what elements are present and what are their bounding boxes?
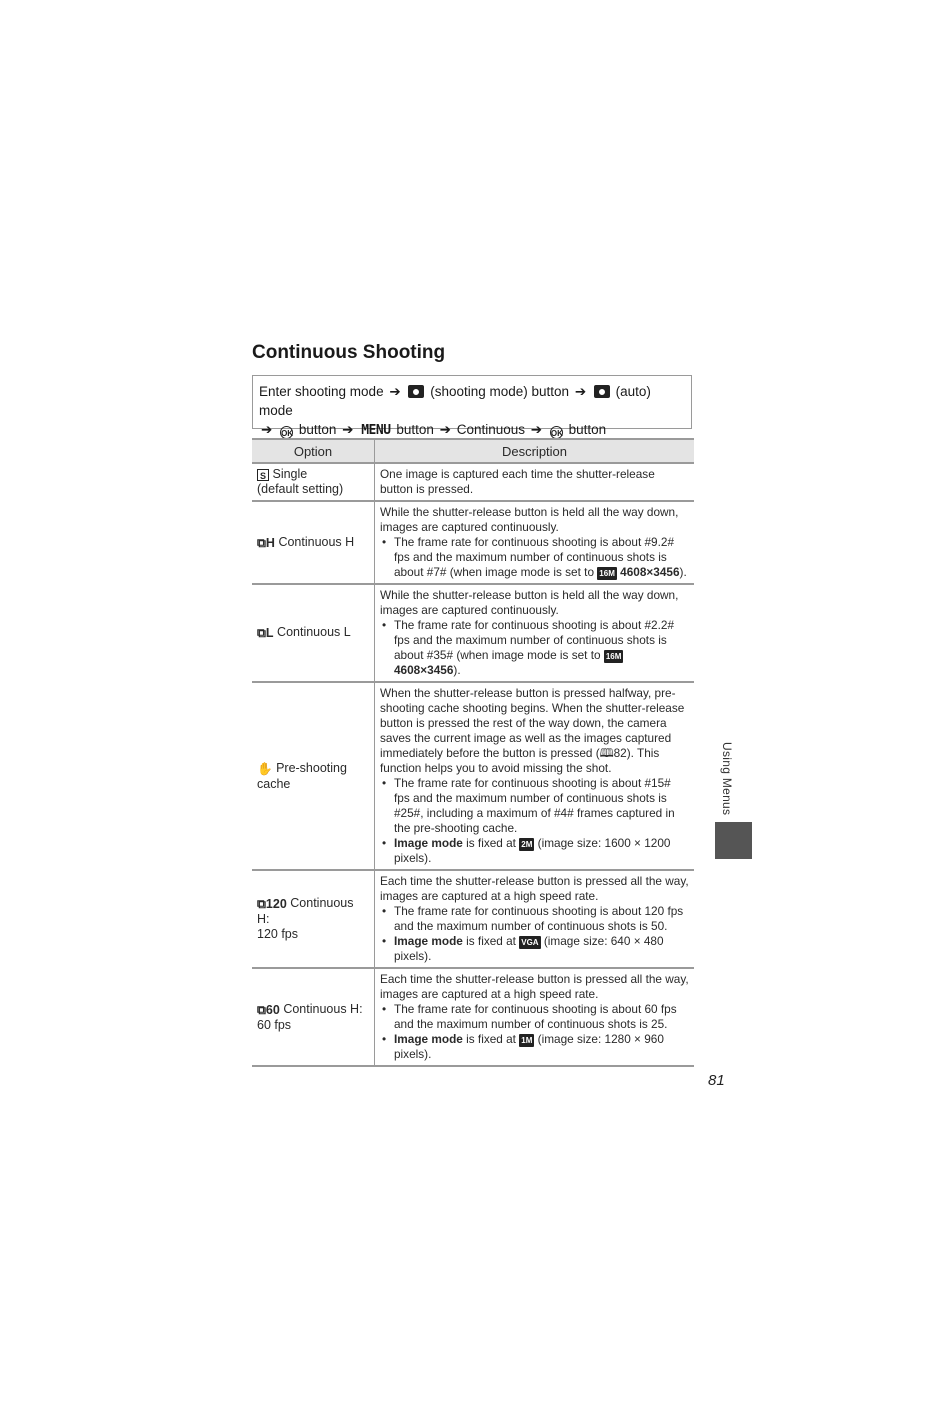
image-mode-1m-icon: 1M	[521, 1036, 533, 1045]
option-label: Continuous H	[278, 534, 355, 549]
list-item	[394, 1032, 689, 1062]
section-side-label: Using Menus	[720, 742, 734, 816]
image-mode-16m-icon: 16M	[605, 652, 622, 661]
section-tab-marker	[715, 822, 752, 859]
nav-text-6: Continuous	[456, 422, 526, 437]
option-label: Continuous L	[277, 625, 351, 639]
bullet-text-end: (image size: 1600 × 1200 pixels).	[394, 836, 671, 865]
menu-path-line-2	[259, 420, 685, 440]
bullet-text: is fixed at	[466, 836, 516, 850]
continuous-l-icon: ⧉L	[257, 626, 274, 640]
nav-text-3: (auto) mode	[259, 384, 651, 418]
arrow-right-icon: ➔	[530, 422, 543, 437]
menu-button-icon: MENU	[361, 423, 391, 438]
table-row	[252, 968, 694, 1066]
arrow-right-icon: ➔	[261, 422, 273, 437]
page-title: Continuous Shooting	[252, 342, 446, 363]
image-size-value: 4608×3456	[394, 663, 454, 677]
description-cell	[375, 584, 695, 682]
list-item	[394, 836, 689, 866]
option-label: Continuous H:	[283, 1001, 363, 1016]
bullet-text: The frame rate for continuous shooting is about #2.2# fps and the maximum number of continuous shots is about #35# (when image mode is set to	[394, 618, 675, 662]
bullet-list	[380, 618, 689, 678]
description-text: Each time the shutter-release button is pressed all the way, images are captured at a high speed rate.	[380, 874, 689, 903]
nav-text-5: button	[396, 422, 434, 437]
continuous-h-60-icon: ⧉60	[257, 1002, 280, 1017]
arrow-right-icon: ➔	[342, 422, 354, 437]
bullet-list	[380, 535, 689, 580]
bullet-list	[380, 776, 689, 866]
image-size-value: 4608×3456	[620, 565, 680, 579]
option-label-sub: 120 fps	[257, 927, 299, 941]
description-cell	[375, 682, 695, 870]
single-mode-icon: S	[257, 469, 269, 481]
table-header-row	[252, 439, 694, 463]
image-mode-16m-icon: 16M	[599, 569, 615, 578]
arrow-right-icon: ➔	[439, 422, 451, 437]
bullet-text: The frame rate for continuous shooting is about 120 fps and the maximum number of continuous shots is 50.	[394, 904, 684, 933]
bullet-text: The frame rate for continuous shooting is about #9.2# fps and the maximum number of continuous shots is about #7# (when image mode is set to	[394, 535, 675, 579]
nav-text-2: (shooting mode) button	[430, 384, 570, 399]
nav-text-4: button	[298, 422, 337, 437]
image-mode-vga-icon: VGA	[521, 938, 539, 947]
option-label-sub: 60 fps	[257, 1017, 292, 1032]
description-cell	[375, 870, 695, 968]
list-item	[394, 776, 689, 836]
continuous-h-120-icon: ⧉120	[257, 897, 287, 911]
option-cell	[252, 870, 375, 968]
bullet-text: The frame rate for continuous shooting is about #15# fps and the maximum number of continuous shots is #25#, including a maximum of #4# frames captured in the pre-shooting cache.	[394, 776, 675, 835]
pre-shooting-cache-icon: ✋	[257, 761, 273, 776]
image-mode-2m-icon: 2M	[521, 840, 533, 849]
option-cell	[252, 501, 375, 584]
table-row	[252, 463, 694, 501]
option-label: Single	[272, 467, 308, 481]
bullet-text: is fixed at	[466, 1032, 516, 1046]
option-cell	[252, 682, 375, 870]
arrow-right-icon: ➔	[389, 384, 401, 399]
description-cell	[375, 968, 695, 1066]
bullet-list	[380, 1002, 689, 1062]
option-label: Continuous H:	[257, 896, 354, 926]
list-item	[394, 1002, 689, 1032]
table-row	[252, 501, 694, 584]
description-cell	[375, 463, 695, 501]
bullet-text-end: (image size: 640 × 480 pixels).	[394, 934, 664, 963]
description-text: When the shutter-release button is pressed halfway, pre-shooting cache shooting begins. When the shutter-release button is pressed the rest of the way down, the camera saves the current image as well as the images captured immediately before the button is pressed (	[380, 686, 685, 760]
bullet-text-end: ).	[453, 663, 461, 677]
table-row	[252, 682, 694, 870]
bullet-list	[380, 904, 689, 964]
book-icon: 🕮	[599, 746, 614, 760]
camera-icon	[594, 385, 610, 398]
description-text: While the shutter-release button is held all the way down, images are captured continuously.	[380, 588, 679, 617]
column-header-option: Option	[252, 439, 375, 463]
menu-path-box	[252, 375, 692, 438]
image-mode-label: Image mode	[394, 934, 463, 948]
option-cell	[252, 463, 375, 501]
option-cell	[252, 584, 375, 682]
bullet-text: The frame rate for continuous shooting is about 60 fps and the maximum number of continuous shots is 25.	[394, 1002, 677, 1031]
list-item	[394, 904, 689, 934]
description-ref-text: 82). This function helps you to avoid missing the shot.	[380, 746, 660, 775]
bullet-text: is fixed at	[466, 934, 516, 948]
option-cell	[252, 968, 375, 1066]
description-text: One image is captured each time the shutter-release button is pressed.	[380, 467, 655, 496]
list-item	[394, 618, 689, 678]
nav-text-1: Enter shooting mode	[259, 384, 384, 399]
continuous-h-icon: ⧉H	[257, 535, 275, 550]
description-text: Each time the shutter-release button is pressed all the way, images are captured at a high speed rate.	[380, 972, 689, 1001]
ok-button-icon: OK	[550, 426, 563, 439]
list-item	[394, 535, 689, 580]
menu-path-line-1	[259, 382, 685, 420]
description-cell	[375, 501, 695, 584]
option-label-sub: (default setting)	[257, 482, 344, 496]
arrow-right-icon: ➔	[574, 384, 587, 399]
image-mode-label: Image mode	[394, 836, 463, 850]
nav-text-7: button	[568, 422, 607, 437]
table-row	[252, 584, 694, 682]
column-header-description: Description	[375, 439, 695, 463]
table-row	[252, 870, 694, 968]
camera-icon	[408, 385, 424, 398]
bullet-text-end: ).	[679, 565, 687, 579]
options-table	[252, 438, 694, 1067]
bullet-text-end: (image size: 1280 × 960 pixels).	[394, 1032, 664, 1061]
option-label: Pre-shooting cache	[257, 760, 347, 791]
image-mode-label: Image mode	[394, 1032, 463, 1046]
page-number: 81	[708, 1072, 725, 1089]
list-item	[394, 934, 689, 964]
ok-button-icon: OK	[280, 426, 293, 439]
description-text: While the shutter-release button is held all the way down, images are captured continuously.	[380, 505, 679, 534]
